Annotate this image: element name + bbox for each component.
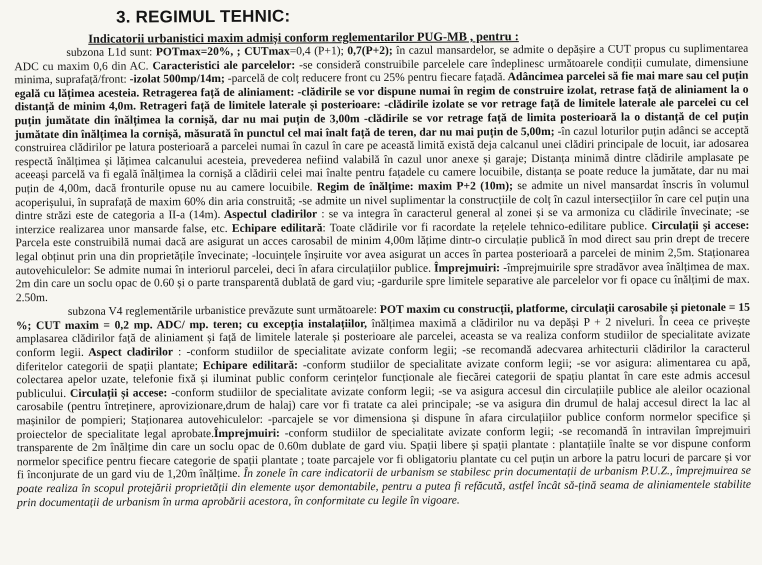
- text: -în cazul loturilor puțin adânci se acceptă construirea clădirilor pe latura posterioară a parcelei numai în cazul în care pe această limită există deja calcanul unei clădiri principale de locuit, iar adosarea respectă înălțimea și lățimea calcanului acesteia, prevederea nefiind valabilă în cazul unor anexe și garaje; Distanța minimă dintre clădirile amplasate pe aceeași parcelă va fi egală înălțimea la cornișă a clădirii celei mai înalte pentru fațadele cu camere locuibile, distanța se poate reduce la jumătate, dar nu mai puțin de 4,00m, dacă fronturile opuse nu au camere locuibile.: [14, 124, 750, 196]
- text: înălțimea maximă a clădirilor nu va depăși P + 2 niveluri. În ceea ce privește amplasarea clădirilor față de aliniament și față de limitele laterale și posterioare ale parcelei, aceasta se va realiza conform studiilor de specialitate avizate conform legii.: [16, 315, 751, 360]
- text: -conform studiilor de specialitate avizate conform legii; -se vor asigura: alimentarea cu apă, colectarea apelor uzate, telefonie fixă și iluminat public conform cerințelor funcționale ale fiecărei categorii de spațiu plantat în care este admis accesul publicului.: [16, 356, 751, 401]
- text-bold: Împrejmuiri:: [430, 261, 501, 275]
- text: : -conform studiilor de specialitate avizate conform legii; -se recomandă adecvarea arhitecturii clădirilor la caracterul diferitelor categorii de spații plantate;: [16, 342, 751, 373]
- text: : Toate clădirile vor fi racordate la rețelele tehnico-edilitare publice.: [322, 220, 648, 235]
- subzone-label: subzona V4: [67, 305, 123, 319]
- text-bold: Împrejmuiri:: [213, 427, 280, 440]
- document-body: [14, 43, 751, 511]
- text-bold: Echipare edilitară:: [197, 359, 298, 372]
- text-bold: Aspectul cladirilor: [220, 208, 318, 222]
- text: -conform studiilor de specialitate avizate conform legii; -se va asigura accesul din circulațiile publice ale aleilor ocazional carosabile (pentru întreținere, aprovizionare,drum de halaj) care vor fi tratate ca alei principale; -se va asigura din drumul de halaj accesul direct la lac al mașinilor de pompieri; Staționarea autovehiculelor: -parcajele se vor dimensiona și dispune în afara circulațiilor publice conform normelor specifice și proiectelor de specialitate legal aprobate.: [16, 383, 751, 441]
- text-bold: Regim de înălțime: maxim P+2 (10m);: [312, 180, 514, 194]
- text-bold: Circulații și accese:: [66, 387, 168, 400]
- section-title: 3. REGIMUL TEHNIC:: [116, 6, 291, 27]
- text: -conform studiilor de specialitate avizate conform legii; -se recomandă în intravilan împrejmuiri transparente de 2m înălțime din care un soclu opac de 0.60m dublate de gard viu. Spații libere și spații plantate : plantațiile înalte se vor dispune conform normelor specifice pentru fiecare categorie de spații plantate ; toate parcajele vor fi obligatoriu plantate cu cel puțin un arbore la patru locuri de parcare și vor fi înconjurate de un gard viu de 1,20m înălțime.: [16, 424, 751, 482]
- text: se admite un nivel mansardat înscris în volumul acoperișului, în suprafață de maxim 60% din aria construită; -se admite un nivel suplimentar la construcțiile de colț în cazul intersecțiilor în care cel puțin una dintre străzi este de categoria a II-a (14m).: [15, 178, 750, 223]
- text: -se consideră construibile parcelele care îndeplinesc următoarele condiții cumulate, dimensiune minima, suprafață/front:: [14, 56, 749, 87]
- text-bold: Caracteristici ale parcelelor:: [148, 59, 296, 73]
- text-italic: În zonele în care indicatorii de urbanism se stabilesc prin documentații de urbanism P.U.Z., împrejmuirea se poate realiza în scopul protejării proprietății din elemente ușor demontabile, pentru a putea fi refăcută, astfel încât să-țină seama de aliniamentele stabilite prin documentații de urbanism în urma aprobării acestora, în conformitate cu legile în vigoare.: [16, 465, 752, 509]
- paragraph-subzona-l1d: [14, 43, 750, 306]
- text: în cazul mansardelor, se admite o depășire a CUT propus cu suplimentarea ADC cu maxim 0,6 din AC.: [14, 42, 749, 73]
- text-bold: POT maxim cu construcții, platforme, circulații carosabile și pietonale = 15 %; CUT maxim = 0,2 mp. ADC/ mp. teren; cu excepția instalațiilor,: [15, 302, 750, 333]
- subheading: Indicatorii urbanistici maxim admiși conform reglementarilor PUG-MB , pentru :: [88, 29, 519, 46]
- text: =0,4 (P+1);: [289, 45, 344, 58]
- text-bold: -izolat 500mp/14m;: [126, 73, 225, 86]
- subzone-label: subzona L1d sunt:: [66, 46, 153, 59]
- text-bold: CUTmax: [240, 45, 290, 58]
- text-bold: Echipare edilitară: [227, 222, 323, 235]
- text: Parcela este construibilă numai dacă are asigurat un acces carosabil de minim 4,00m lățime dintr-o circulație publică în mod direct sau prin drept de trecere legal obținut prin una din proprietățile învecinate; -locuințele înșiruite vor avea asigurat un acces în partea posterioară a parcelei de minim 2,5m. Staționarea autovehiculelor: Se admite numai în interiorul parcelei, deci în afara circulațiilor publice.: [15, 233, 750, 277]
- text: -parcelă de colț reducere front cu 25% pentru fiecare fațadă.: [224, 71, 506, 86]
- text-bold: 0,7(P+2);: [343, 44, 393, 58]
- text-bold: Aspect cladirilor: [83, 346, 174, 359]
- text: reglementările urbanistice prevăzute sunt următoarele:: [122, 304, 378, 318]
- text-bold: Adâncimea parcelei să fie mai mare sau cel puțin egală cu lățimea acesteia. Retragerea față de aliniament: -clădirile se vor dispune numai în regim de construire izolat, retrase față de aliniament la o distanță de minim 4,0m. Retrageri față de limitele laterale și posterioare: -clădirile izolate se vor retrage față de limitele laterale ale parcelei cu cel puțin jumătate din înălțimea la cornișă, dar nu mai puțin de 3,00m -clădirile se vor retrage față de limita posterioară la o distanță de cel puțin jumătate din înălțimea la cornișă, măsurată în punctul cel mai înalt față de teren, dar nu mai puțin de 5,00m;: [14, 69, 749, 141]
- text: -împrejmuirile spre stradăvor avea înălțimea de max. 2m din care un soclu opac de 0.60 și o parte transparentă dublată de gard viu; -gardurile spre limitele separative ale parcelelor vor fi opace cu înălțimi de max. 2.50m.: [15, 260, 750, 304]
- text: : se va integra în caracterul general al zonei și se va armoniza cu clădirile învecinate; -se interzice realizarea unor mansarde false, etc.: [15, 205, 750, 236]
- text-bold: Circulații și accese:: [647, 219, 750, 233]
- text-bold: POTmax=20%, ;: [152, 45, 241, 59]
- paragraph-subzona-v4: [16, 302, 751, 510]
